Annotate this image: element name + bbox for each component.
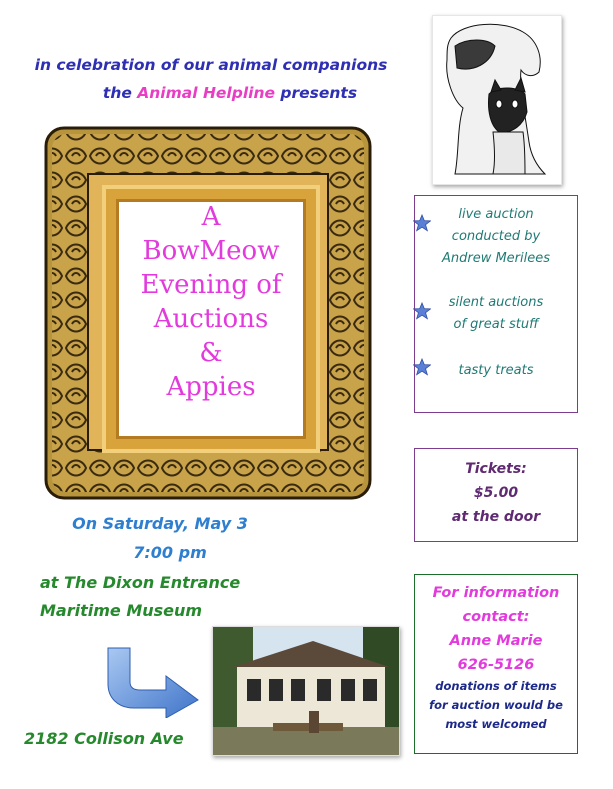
dog-and-cat-illustration (432, 15, 562, 185)
intro-line-1: in celebration of our animal companions (34, 56, 388, 74)
feature-live-auction: live auction conducted by Andrew Merilees (441, 207, 551, 266)
organization-name: Animal Helpline (137, 84, 276, 102)
contact-phone: 626-5126 (457, 657, 535, 673)
event-date: On Saturday, May 3 (72, 514, 248, 533)
contact-name: Anne Marie (449, 633, 543, 649)
features-box (414, 195, 578, 413)
tickets-label: Tickets: (465, 461, 527, 477)
event-time: 7:00 pm (133, 543, 207, 562)
intro-suffix: presents (275, 84, 358, 102)
title-line: BowMeow (142, 236, 280, 266)
ticket-note: at the door (451, 509, 541, 525)
donation-note-line: donations of items (435, 679, 557, 693)
info-heading: For information (432, 585, 560, 601)
museum-photo (212, 626, 400, 756)
tickets-box (414, 448, 578, 542)
donation-note-line: for auction would be (429, 698, 563, 712)
feature-silent-auctions: silent auctions of great stuff (448, 295, 544, 332)
event-address: 2182 Collison Ave (24, 729, 184, 748)
title-line: Evening of (140, 270, 282, 300)
ticket-price: $5.00 (473, 485, 519, 501)
title-line: & (199, 338, 223, 368)
intro-line-2 (0, 84, 460, 102)
info-contact-label: contact: (462, 609, 530, 625)
donation-note-line: most welcomed (445, 717, 547, 731)
title-line: Appies (166, 372, 256, 402)
info-box (414, 574, 578, 754)
venue-line-1: at The Dixon Entrance (40, 573, 241, 592)
curved-arrow-icon (104, 646, 200, 718)
title-line: Auctions (153, 304, 269, 334)
title-line: A (201, 202, 221, 232)
feature-tasty-treats: tasty treats (458, 363, 534, 378)
event-title (106, 200, 316, 404)
intro-prefix: the (102, 84, 138, 102)
venue-line-2: Maritime Museum (40, 601, 203, 620)
